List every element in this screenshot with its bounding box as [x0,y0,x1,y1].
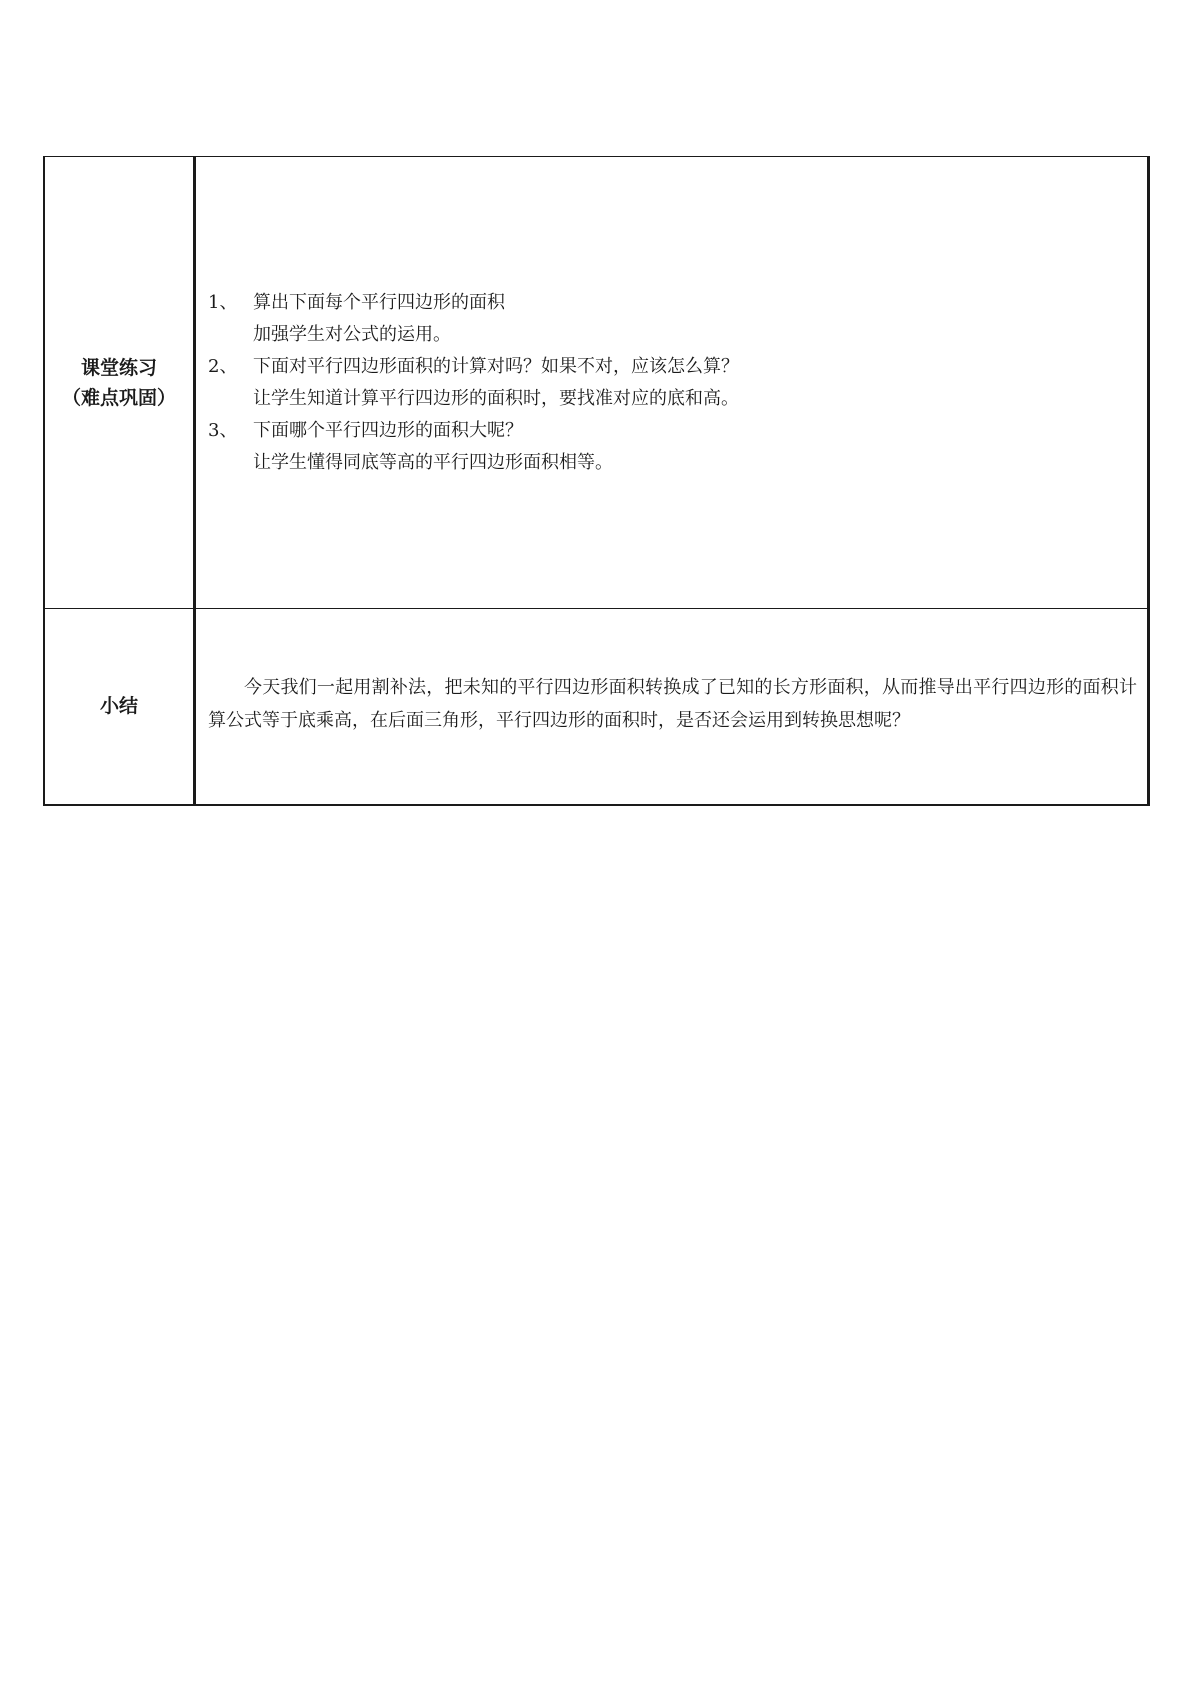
practice-label-line1: 课堂练习 [80,356,157,379]
item-note: 加强学生对公式的运用。 [253,323,451,345]
practice-content-cell [195,157,1149,609]
item-number: 1、 [208,291,238,313]
item-number: 2、 [208,355,238,377]
list-item [208,351,1137,383]
item-text: 算出下面每个平行四边形的面积 [253,291,505,313]
summary-text: 今天我们一起用割补法，把未知的平行四边形面积转换成了已知的长方形面积，从而推导出平行四边形的面积计算公式等于底乘高，在后面三角形，平行四边形的面积时，是否还会运用到转换思想呢？ [208,677,1137,732]
summary-row [44,609,1149,805]
practice-row [44,157,1149,609]
practice-label-cell [44,157,195,609]
item-text: 下面对平行四边形面积的计算对吗？如果不对，应该怎么算？ [253,355,739,377]
list-item [208,287,1137,319]
summary-label-cell [44,609,195,805]
list-item [208,415,1137,447]
item-note: 让学生知道计算平行四边形的面积时，要找准对应的底和高。 [253,387,739,409]
summary-content-cell [195,609,1149,805]
practice-label-line2: （难点巩固） [61,386,176,409]
summary-label: 小结 [99,695,138,718]
item-text: 下面哪个平行四边形的面积大呢？ [253,419,523,441]
practice-list [208,287,1137,479]
lesson-plan-table [43,156,1150,806]
item-note: 让学生懂得同底等高的平行四边形面积相等。 [253,451,613,473]
item-number: 3、 [208,419,238,441]
